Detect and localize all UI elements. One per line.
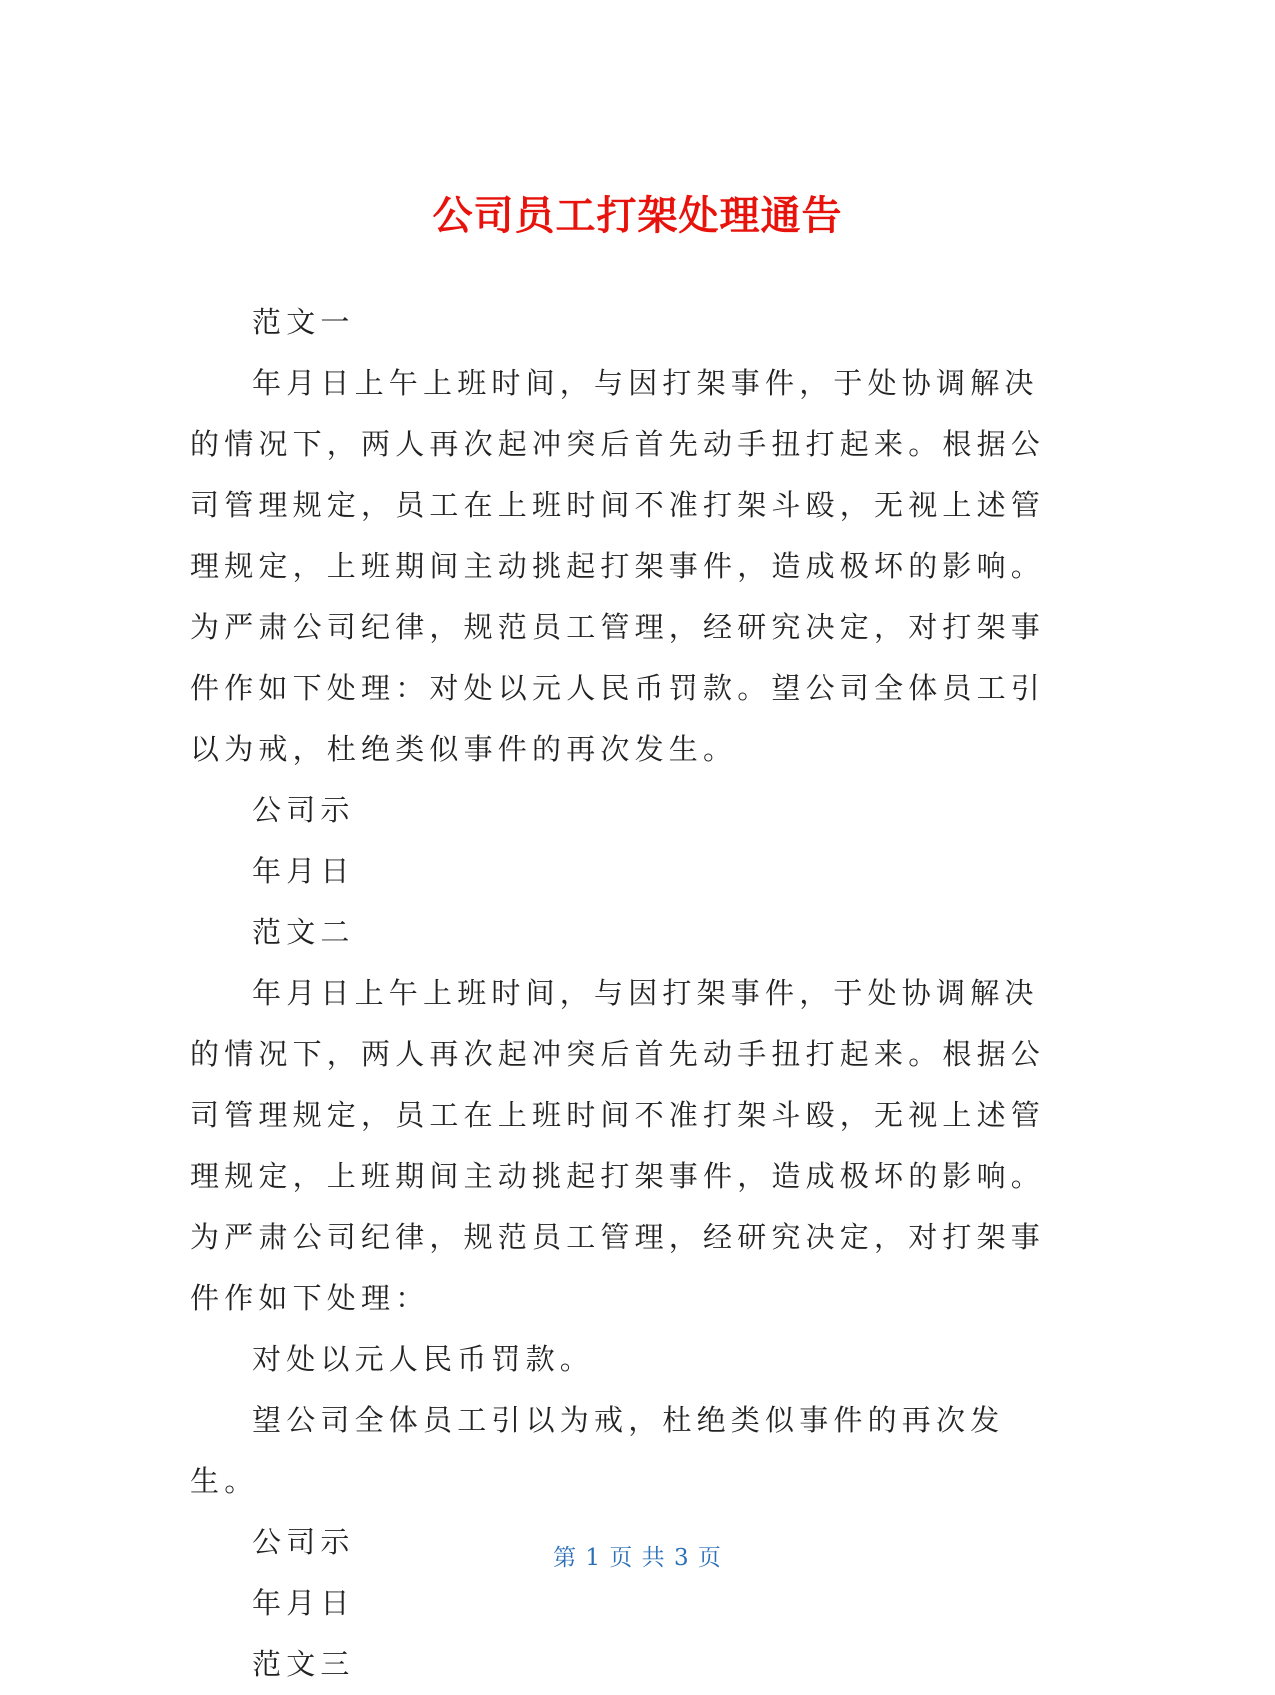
footer-total-pages: 3 <box>673 1545 690 1571</box>
section-heading-2: 范文二 <box>252 915 355 949</box>
footer-middle: 页 共 <box>609 1545 666 1571</box>
signature-date-1: 年月日 <box>252 854 355 888</box>
body-paragraph-1: 年月日上午上班时间，与因打架事件，于处协调解决的情况下，两人再次起冲突后首先动手扭打起来。根据公司管理规定，员工在上班时间不准打架斗殴，无视上述管理规定，上班期间主动挑起打架事件，造成极坏的影响。为严肃公司纪律，规范员工管理，经研究决定，对打架事件作如下处理：对处以元人民币罚款。望公司全体员工引以为戒，杜绝类似事件的再次发生。 <box>190 366 1046 766</box>
section-heading-3: 范文三 <box>252 1647 355 1681</box>
body-paragraph-2: 年月日上午上班时间，与因打架事件，于处协调解决的情况下，两人再次起冲突后首先动手扭打起来。根据公司管理规定，员工在上班时间不准打架斗殴，无视上述管理规定，上班期间主动挑起打架事件，造成极坏的影响。为严肃公司纪律，规范员工管理，经研究决定，对打架事件作如下处理： <box>190 976 1046 1315</box>
footer-current-page: 1 <box>585 1545 602 1571</box>
document-title: 公司员工打架处理通告 <box>432 192 843 239</box>
document-body <box>190 292 1065 1695</box>
section-heading-1: 范文一 <box>252 305 355 339</box>
signature-date-2: 年月日 <box>252 1586 355 1620</box>
page-footer <box>0 1543 1275 1573</box>
footer-prefix: 第 <box>553 1545 578 1571</box>
warning-line-2: 望公司全体员工引以为戒，杜绝类似事件的再次发生。 <box>190 1403 1005 1498</box>
signature-company-1: 公司示 <box>252 793 355 827</box>
signature-company-2: 公司示 <box>252 1525 355 1559</box>
footer-suffix: 页 <box>697 1545 722 1571</box>
penalty-line-2: 对处以元人民币罚款。 <box>252 1342 595 1376</box>
